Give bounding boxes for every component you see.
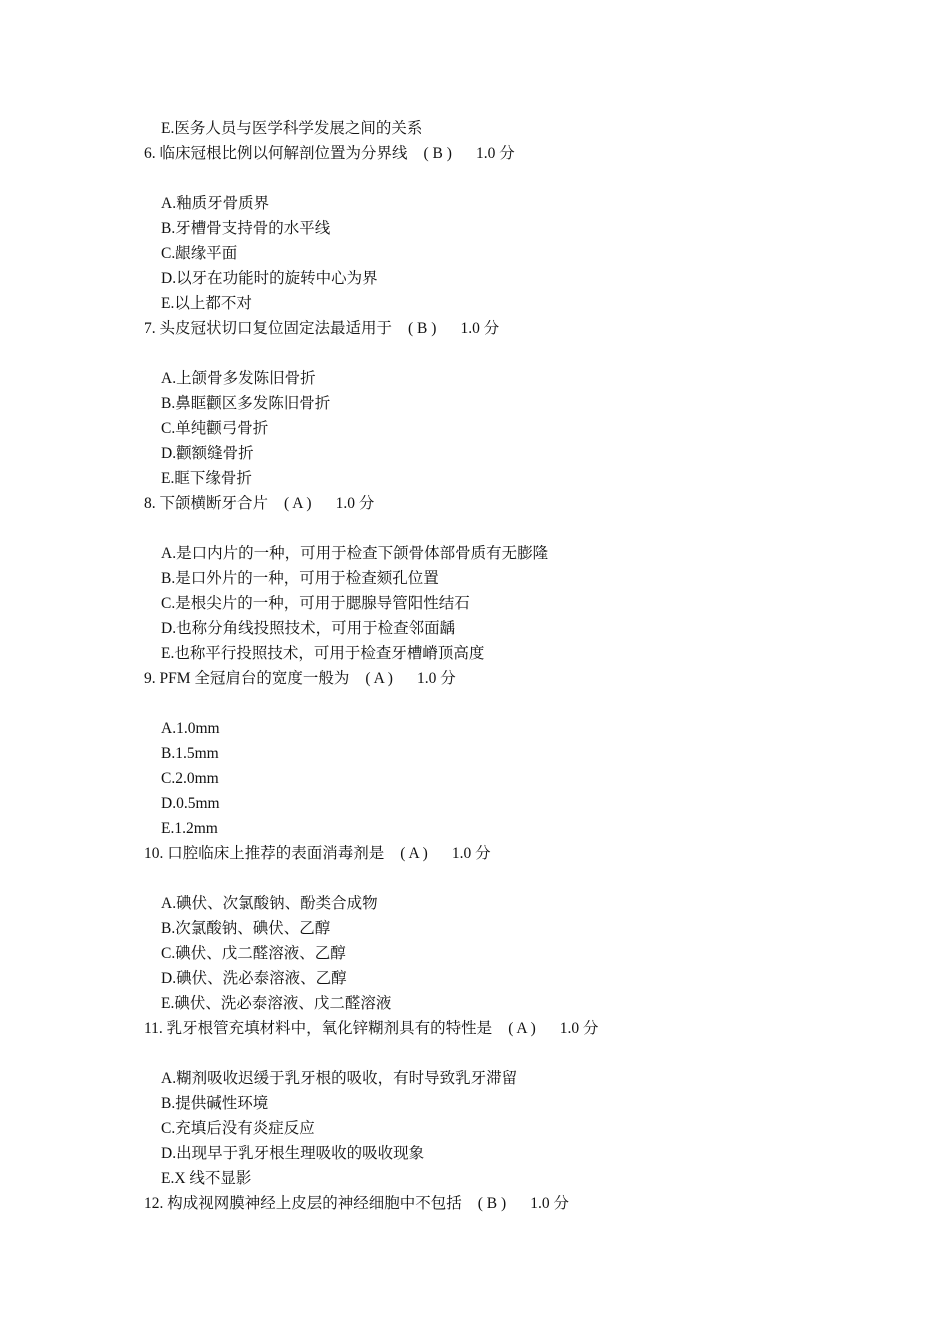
score-label: 1.0 分 (335, 495, 375, 512)
answer-key: ( A ) (400, 845, 428, 862)
question-stem (0, 841, 950, 866)
answer-option: C.充填后没有炎症反应 (161, 1120, 315, 1137)
answer-option: B.鼻眶颧区多发陈旧骨折 (161, 395, 331, 412)
answer-option: C.2.0mm (161, 770, 219, 787)
answer-option: B.牙槽骨支持骨的水平线 (161, 220, 331, 237)
question-stem (0, 491, 950, 516)
answer-option: C.碘伏、戊二醛溶液、乙醇 (161, 945, 346, 962)
answer-option: D.0.5mm (161, 795, 220, 812)
answer-option: A.釉质牙骨质界 (161, 195, 270, 212)
answer-option: A.上颌骨多发陈旧骨折 (161, 370, 316, 387)
score-label: 1.0 分 (559, 1020, 599, 1037)
question-stem (0, 1016, 950, 1041)
answer-option: E.1.2mm (161, 820, 218, 837)
score-label: 1.0 分 (460, 320, 500, 337)
answer-option: A.糊剂吸收迟缓于乳牙根的吸收，有时导致乳牙滞留 (161, 1070, 518, 1087)
answer-option: E.以上都不对 (161, 295, 252, 312)
spacer (0, 516, 950, 541)
answer-option: A.是口内片的一种，可用于检查下颌骨体部骨质有无膨隆 (161, 545, 549, 562)
answer-option: B.次氯酸钠、碘伏、乙醇 (161, 920, 331, 937)
answer-option: D.以牙在功能时的旋转中心为界 (161, 270, 378, 287)
question-stem (0, 141, 950, 166)
question-stem (0, 1191, 950, 1216)
question-stem (0, 666, 950, 691)
answer-option: C.是根尖片的一种，可用于腮腺导管阳性结石 (161, 595, 470, 612)
answer-option: D.碘伏、洗必泰溶液、乙醇 (161, 970, 347, 987)
answer-option: E.X 线不显影 (161, 1170, 252, 1187)
score-label: 1.0 分 (416, 670, 456, 687)
score-label: 1.0 分 (475, 145, 515, 162)
question-stem (0, 316, 950, 341)
question-text: 10. 口腔临床上推荐的表面消毒剂是 (144, 845, 385, 862)
question-text: 6. 临床冠根比例以何解剖位置为分界线 (144, 145, 408, 162)
answer-option: B.1.5mm (161, 745, 219, 762)
score-label: 1.0 分 (451, 845, 491, 862)
answer-option: D.颧额缝骨折 (161, 445, 254, 462)
answer-option: D.也称分角线投照技术，可用于检查邻面龋 (161, 620, 456, 637)
score-label: 1.0 分 (530, 1195, 569, 1212)
answer-option: A.1.0mm (161, 720, 220, 737)
answer-option: D.出现早于乳牙根生理吸收的吸收现象 (161, 1145, 425, 1162)
answer-key: ( B ) (477, 1195, 507, 1212)
spacer (0, 341, 950, 366)
answer-key: ( B ) (423, 145, 452, 162)
answer-key: ( A ) (284, 495, 312, 512)
answer-option: E.碘伏、洗必泰溶液、戊二醛溶液 (161, 995, 392, 1012)
question-list (0, 116, 950, 1216)
answer-option: A.碘伏、次氯酸钠、酚类合成物 (161, 895, 378, 912)
spacer (0, 166, 950, 191)
answer-option: E.也称平行投照技术，可用于检查牙槽嵴顶高度 (161, 645, 485, 662)
spacer (0, 1041, 950, 1066)
spacer (0, 691, 950, 716)
answer-option: B.是口外片的一种，可用于检查颏孔位置 (161, 570, 439, 587)
answer-option: E.眶下缘骨折 (161, 470, 252, 487)
question-text: 9. PFM 全冠肩台的宽度一般为 (144, 670, 350, 687)
answer-option: C.单纯颧弓骨折 (161, 420, 269, 437)
answer-key: ( B ) (408, 320, 437, 337)
lead-option: E.医务人员与医学科学发展之间的关系 (161, 120, 423, 137)
spacer (0, 866, 950, 891)
answer-option: B.提供碱性环境 (161, 1095, 269, 1112)
answer-option: C.龈缘平面 (161, 245, 238, 262)
question-text: 8. 下颌横断牙合片 (144, 495, 269, 512)
question-text: 12. 构成视网膜神经上皮层的神经细胞中不包括 (144, 1195, 462, 1212)
answer-key: ( A ) (365, 670, 393, 687)
question-text: 7. 头皮冠状切口复位固定法最适用于 (144, 320, 393, 337)
answer-key: ( A ) (508, 1020, 536, 1037)
question-text: 11. 乳牙根管充填材料中，氧化锌糊剂具有的特性是 (144, 1020, 493, 1037)
